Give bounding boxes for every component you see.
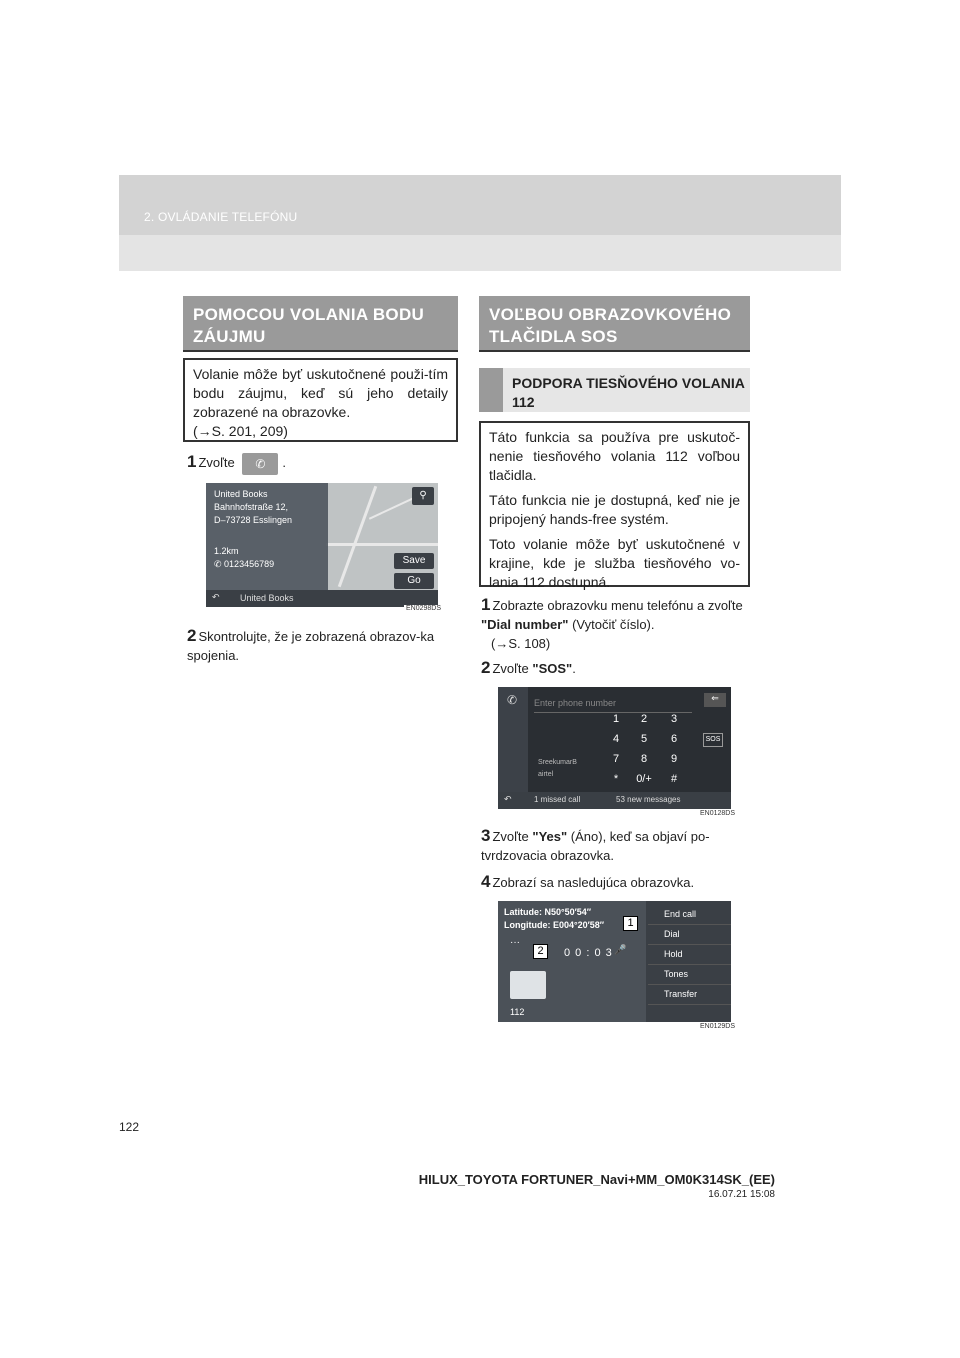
callout-1: 1 [623,916,638,931]
carrier-name: airtel [538,771,554,778]
poi-note-ref: (→S. 201, 209) [193,423,288,439]
poi-screenshot [206,483,438,607]
call-menu-item[interactable]: Tones [648,965,731,985]
section-heading-poi: POMOCOU VOLANIA BODU ZÁUJMU [183,296,458,352]
step-2-left: 2 Skontrolujte, že je zobrazená obrazov-ka spojenia. [187,626,435,663]
footer [419,1172,775,1200]
new-messages[interactable]: 53 new messages [616,795,681,804]
call-menu-item[interactable]: Transfer [648,985,731,1005]
phone-call-icon[interactable]: ✆ [242,453,278,475]
back-icon[interactable]: ↶ [212,592,220,602]
callout-2: 2 [533,944,548,959]
save-button[interactable]: Save [394,553,434,569]
more-button[interactable]: ··· [510,937,520,948]
keypad-key[interactable]: 6 [670,733,678,745]
back-icon[interactable]: ↶ [504,794,512,804]
keypad-key[interactable]: 7 [612,753,620,765]
emergency-note-p3: Toto volanie môže byť uskutočnené v krajine, kde je služba tiesňového vo-lania 112 dostupná. [489,536,740,590]
keypad-key[interactable]: 0/+ [636,773,652,785]
step-3-right: 3 Zvoľte "Yes" (Áno), keď sa objaví po-tvrdzovacia obrazovka. [481,826,710,863]
keypad-key[interactable]: # [670,773,678,785]
mute-icon[interactable]: 🎤 [614,945,627,956]
dial-screenshot [498,687,731,809]
poi-note-text: Volanie môže byť uskutočnené použi-tím bodu záujmu, keď sú jeho detaily zobrazené na obrazovke. [193,366,448,420]
footer-title: HILUX_TOYOTA FORTUNER_Navi+MM_OM0K314SK_(EE) [418,1172,775,1187]
keypad-key[interactable]: 5 [640,733,648,745]
call-screenshot [498,901,731,1022]
poi-note [183,358,458,442]
poi-phone-row[interactable]: ✆ 0123456789 [214,559,275,569]
step-4-right: 4 Zobrazí sa nasledujúca obrazovka. [481,872,695,891]
ambulance-icon [510,971,546,999]
emergency-note-p1: Táto funkcia sa používa pre uskutoč-nenie tiesňového volania 112 voľbou tlačidla. [489,429,740,483]
latitude: Latitude: N50°50′54″ [504,907,592,917]
image-code: EN0298DS [406,605,442,612]
keypad-key[interactable]: 9 [670,753,678,765]
poi-street: Bahnhofstraße 12, [214,502,289,512]
longitude: Longitude: E004°20′58″ [504,920,605,930]
step-1-right: 1 Zobrazte obrazovku menu telefónu a zvoľte "Dial number" (Vytočiť číslo). (→S. 108) [481,595,743,651]
keypad-key[interactable]: 1 [612,713,620,725]
missed-calls[interactable]: 1 missed call [534,795,581,804]
poi-info-panel [206,483,328,590]
page-number: 122 [119,1120,140,1134]
keypad-key[interactable]: 3 [670,713,678,725]
keypad-key[interactable]: 4 [612,733,620,745]
call-menu-item[interactable]: Dial [648,925,731,945]
poi-name: United Books [214,489,268,499]
call-menu-item[interactable]: End call [648,905,731,925]
image-code: EN0128DS [700,810,736,817]
phone-icon: ✆ [507,693,518,707]
go-button[interactable]: Go [394,573,434,589]
contact-name: SreekumarB [538,759,577,766]
step-1-left: 1 Zvoľte ✆ . [187,452,457,475]
footer-date: 16.07.21 15:08 [708,1189,775,1200]
keypad-key[interactable]: 2 [640,713,648,725]
sos-button[interactable]: SOS [703,733,723,747]
emergency-number: 112 [510,1007,525,1017]
section-heading-sos: VOĽBOU OBRAZOVKOVÉHO TLAČIDLA SOS [479,296,750,352]
emergency-note [479,421,750,590]
call-menu-item[interactable]: Hold [648,945,731,965]
image-code: EN0129DS [700,1023,736,1030]
step-2-right: 2 Zvoľte "SOS". [481,658,576,677]
dial-bottom-bar [498,792,731,809]
emergency-note-p2: Táto funkcia nie je dostupná, keď nie je pripojený hands-free systém. [489,492,740,527]
keypad-key[interactable]: * [613,773,619,785]
backspace-icon[interactable]: ⇐ [704,693,726,707]
search-button[interactable]: ⚲ [412,487,434,505]
keypad-key[interactable]: 8 [640,753,648,765]
call-timer: 0 0 : 0 3 [564,947,613,959]
chapter-title: 2. OVLÁDANIE TELEFÓNU [144,210,298,224]
sub-heading-emergency: PODPORA TIESŇOVÉHO VOLANIA 112 [479,368,750,412]
poi-city: D–73728 Esslingen [214,515,293,525]
poi-bottom-bar: ↶ United Books [206,590,438,607]
phone-number-input[interactable]: Enter phone number [534,693,692,713]
poi-distance: 1.2km [214,546,239,556]
